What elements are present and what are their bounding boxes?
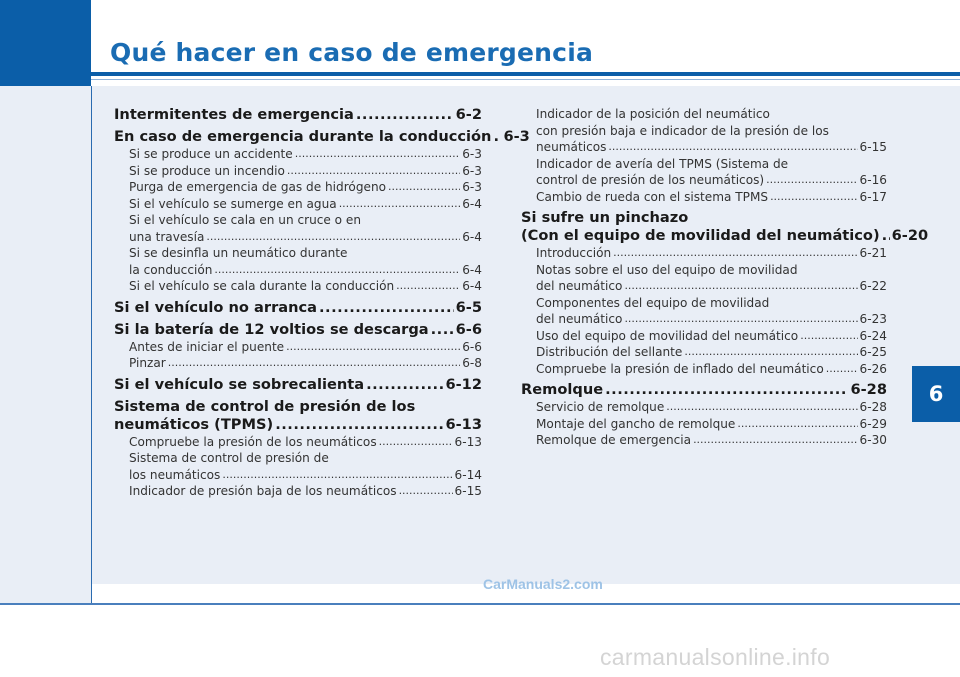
left-corner-block [0,0,91,86]
toc-entry-title: Uso del equipo de movilidad del neumático [536,328,799,343]
toc-entry-line: Indicador de avería del TPMS (Sistema de [536,156,789,171]
toc-entry-title: Remolque [521,381,604,398]
toc-entry-line: Si se desinfla un neumático durante [129,246,348,260]
toc-page-number: 6-14 [454,467,482,482]
toc-subsection-entry[interactable] [521,361,887,378]
toc-entry-title: Compruebe la presión de inflado del neumático [536,361,824,376]
dot-leader [605,381,848,399]
toc-page-number: 6-29 [859,416,887,431]
toc-subsection-entry[interactable] [521,328,887,345]
toc-entry-line: Sistema de control de presión de [129,451,329,465]
toc-subsection-entry[interactable] [521,416,887,433]
toc-entry-title: Si el vehículo se sobrecalienta [114,375,365,393]
toc-entry-title: neumáticos (TPMS) [114,415,274,433]
toc-subsection-entry[interactable] [114,483,482,500]
toc-entry-title: Compruebe la presión de los neumáticos [129,434,377,449]
toc-subsection-entry[interactable] [114,450,482,483]
toc-page-number: 6-6 [455,320,482,338]
dot-leader [379,434,453,451]
toc-subsection-entry[interactable] [521,245,887,262]
toc-page-number: 6-20 [891,227,929,244]
toc-entry-title: del neumático [536,312,623,326]
toc-page-number: 6-6 [462,339,482,354]
toc-subsection-entry[interactable] [114,355,482,372]
toc-section-entry[interactable] [114,128,530,146]
toc-subsection-entry[interactable] [521,344,887,361]
toc-page-number: 6-12 [445,375,482,393]
dot-leader [882,227,890,245]
toc-entry-title: Indicador de presión baja de los neumáticos [129,484,397,498]
toc-entry-title: Si se produce un incendio [129,163,285,178]
toc-section-entry[interactable] [521,381,887,399]
toc-page-number: 6-28 [850,381,887,398]
toc-section-entry[interactable] [521,209,929,245]
dot-leader [608,139,857,156]
toc-subsection-entry[interactable] [114,245,482,278]
toc-entry-title: una travesía [129,229,205,244]
toc-page-number: 6-2 [455,106,482,123]
dot-leader [800,328,857,345]
toc-subsection-entry[interactable] [521,262,887,295]
toc-entry-title: Si el vehículo no arranca [114,298,318,316]
toc-entry-line: Si el vehículo se cala en un cruce o en [129,213,362,227]
toc-section-entry[interactable] [114,398,482,434]
dot-leader [399,483,453,500]
dot-leader [388,179,460,196]
toc-section-entry[interactable] [114,376,482,394]
toc-page-number: 6-13 [454,434,482,449]
toc-entry-line: Componentes del equipo de movilidad [536,295,770,310]
dot-leader [339,196,461,213]
toc-entry-line: Sistema de control de presión de los [114,397,416,415]
toc-section-entry[interactable] [114,321,482,339]
dot-leader [613,245,857,262]
toc-entry-title: la conducción [129,262,213,277]
toc-page-number: 6-3 [462,147,482,161]
dot-leader [356,106,454,124]
toc-page-number: 6-4 [462,279,482,293]
toc-page-number: 6-25 [859,345,887,359]
footer-watermark: carmanualsonline.info [600,644,831,670]
dot-leader [222,467,452,484]
toc-entry-title: los neumáticos [129,467,221,482]
title-underline-thin [91,79,960,80]
toc-subsection-entry[interactable] [114,434,482,451]
toc-section-entry[interactable] [114,106,482,124]
toc-page-number: 6-15 [454,484,482,498]
toc-subsection-entry[interactable] [114,163,482,180]
toc-entry-line: Notas sobre el uso del equipo de movilidad [536,262,798,277]
toc-page-number: 6-30 [859,433,887,447]
toc-page-number: 6-22 [859,279,887,293]
dot-leader [275,416,443,434]
toc-page-number: 6-24 [859,328,887,343]
toc-entry-line: con presión baja e indicador de la presión de los [536,123,829,138]
toc-page-number: 6-16 [859,173,887,187]
toc-entry-line: Si sufre un pinchazo [521,209,689,226]
toc-entry-title: Si el vehículo se sumerge en agua [129,196,337,211]
toc-entry-title: (Con el equipo de movilidad del neumático) [521,227,880,244]
toc-page-number: 6-4 [462,229,482,244]
toc-entry-title: Introducción [536,246,612,260]
toc-entry-title: Purga de emergencia de gas de hidrógeno [129,180,387,194]
dot-leader [684,344,857,361]
dot-leader [295,146,461,163]
dot-leader [168,355,460,372]
toc-page-number: 6-15 [859,140,887,154]
toc-subsection-entry[interactable] [114,196,482,213]
dot-leader [396,278,460,295]
toc-page-number: 6-8 [462,356,482,370]
toc-page-number: 6-3 [462,180,482,194]
toc-entry-title: Distribución del sellante [536,345,683,359]
dot-leader [493,128,501,146]
title-underline [91,72,960,76]
toc-entry-title: Servicio de remolque [536,400,665,414]
toc-page-number: 6-4 [462,196,482,211]
dot-leader [826,361,858,378]
toc-page-number: 6-28 [859,400,887,414]
dot-leader [366,376,443,394]
toc-entry-title: Si la batería de 12 voltios se descarga [114,320,429,338]
page-title: Qué hacer en caso de emergencia [110,38,594,67]
toc-entry-title: Cambio de rueda con el sistema TPMS [536,189,769,204]
toc-subsection-entry[interactable] [114,146,482,163]
toc-page-number: 6-13 [445,415,482,433]
toc-subsection-entry[interactable] [521,295,887,328]
dot-leader [286,339,460,356]
dot-leader [624,278,857,295]
left-margin-band [0,0,91,604]
toc-page-number: 6-4 [462,262,482,277]
toc-page-number: 6-21 [859,246,887,260]
toc-page-number: 6-23 [859,312,887,326]
dot-leader [319,299,454,317]
toc-section-entry[interactable] [114,299,482,317]
left-divider [91,86,92,604]
toc-entry-title: En caso de emergencia durante la conducción [114,128,492,145]
dot-leader [206,229,460,246]
toc-page-number: 6-3 [503,128,530,145]
toc-subsection-entry[interactable] [114,278,482,295]
dot-leader [287,163,460,180]
toc-subsection-entry[interactable] [521,189,887,206]
toc-subsection-entry[interactable] [521,399,887,416]
toc-entry-title: Si el vehículo se cala durante la conducción [129,279,395,293]
dot-leader [766,172,857,189]
toc-entry-title: Montaje del gancho de remolque [536,416,736,431]
toc-entry-title: Antes de iniciar el puente [129,339,285,354]
toc-page-number: 6-17 [859,189,887,204]
toc-entry-title: Intermitentes de emergencia [114,106,354,123]
toc-entry-title: Remolque de emergencia [536,433,692,447]
toc-subsection-entry[interactable] [521,106,887,156]
toc-left-column [114,106,530,500]
dot-leader [737,416,857,433]
dot-leader [693,432,857,449]
toc-subsection-entry[interactable] [114,179,482,196]
toc-subsection-entry[interactable] [114,212,482,245]
toc-right-column [521,106,929,449]
toc-entry-line: Indicador de la posición del neumático [536,107,770,121]
chapter-tab[interactable] [912,366,960,422]
dot-leader [431,321,454,339]
toc-page-number: 6-26 [859,361,887,376]
toc-entry-title: Pinzar [129,356,166,370]
dot-leader [624,311,857,328]
toc-subsection-entry[interactable] [521,432,887,449]
dot-leader [666,399,857,416]
toc-page-number: 6-5 [455,298,482,316]
toc-entry-title: neumáticos [536,140,607,154]
dot-leader [214,262,460,279]
toc-subsection-entry[interactable] [521,156,887,189]
toc-entry-title: del neumático [536,279,623,293]
toc-entry-title: control de presión de los neumáticos) [536,173,765,187]
toc-subsection-entry[interactable] [114,339,482,356]
dot-leader [770,189,857,206]
toc-page-number: 6-3 [462,163,482,178]
watermark-carmanuals: CarManuals2.com [483,576,603,592]
chapter-number: 6 [928,382,944,406]
toc-entry-title: Si se produce un accidente [129,147,293,161]
